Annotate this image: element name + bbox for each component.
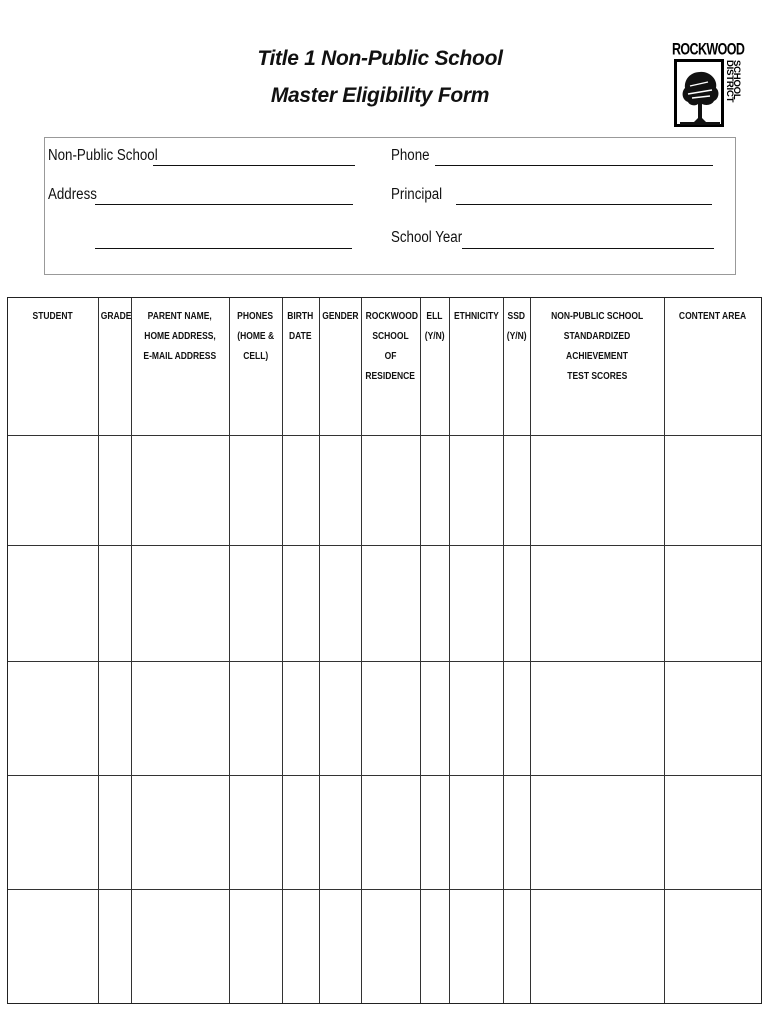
table-cell-grade[interactable] [98, 775, 131, 889]
table-cell-school-of-residence[interactable] [361, 435, 420, 545]
non-public-school-label: Non-Public School [48, 147, 158, 164]
table-cell-ethnicity[interactable] [449, 435, 503, 545]
form-title [230, 40, 530, 114]
table-cell-birth-date[interactable] [282, 661, 319, 775]
table-cell-grade[interactable] [98, 545, 131, 661]
table-cell-ethnicity[interactable] [449, 775, 503, 889]
principal-input-line[interactable] [456, 204, 712, 205]
table-cell-school-of-residence[interactable] [361, 545, 420, 661]
column-header-phones: PHONES (HOME & CELL) [237, 311, 274, 362]
table-cell-school-of-residence[interactable] [361, 889, 420, 1003]
table-cell-birth-date[interactable] [282, 435, 319, 545]
logo-name: ROCKWOOD [672, 40, 745, 59]
table-cell-ell[interactable] [420, 775, 449, 889]
address-input-line-1[interactable] [95, 204, 353, 205]
column-header-gender: GENDER [322, 311, 359, 322]
non-public-school-field [48, 147, 176, 165]
form-title-line-1: Title 1 Non-Public School [257, 47, 503, 70]
table-cell-test-scores[interactable] [530, 775, 664, 889]
principal-label: Principal [391, 186, 443, 203]
address-label: Address [48, 186, 97, 203]
column-header-birth-date: BIRTH DATE [287, 311, 314, 342]
table-cell-gender[interactable] [319, 775, 361, 889]
school-year-label: School Year [391, 229, 463, 246]
table-cell-test-scores[interactable] [530, 545, 664, 661]
table-cell-school-of-residence[interactable] [361, 775, 420, 889]
table-cell-content-area[interactable] [664, 435, 761, 545]
table-cell-student[interactable] [8, 545, 98, 661]
table-cell-gender[interactable] [319, 661, 361, 775]
table-cell-content-area[interactable] [664, 775, 761, 889]
table-cell-phones[interactable] [229, 889, 282, 1003]
table-cell-grade[interactable] [98, 661, 131, 775]
column-header-content-area: CONTENT AREA [678, 311, 747, 322]
table-cell-grade[interactable] [98, 435, 131, 545]
table-cell-ethnicity[interactable] [449, 545, 503, 661]
principal-field [391, 186, 450, 204]
table-cell-ell[interactable] [420, 661, 449, 775]
table-cell-content-area[interactable] [664, 545, 761, 661]
table-cell-content-area[interactable] [664, 661, 761, 775]
table-cell-student[interactable] [8, 889, 98, 1003]
table-cell-student[interactable] [8, 435, 98, 545]
table-cell-student[interactable] [8, 661, 98, 775]
phone-input-line[interactable] [435, 165, 713, 166]
table-cell-ssd[interactable] [503, 545, 530, 661]
column-header-ell: ELL (Y/N) [424, 311, 445, 342]
table-cell-parent-info[interactable] [131, 545, 229, 661]
table-cell-phones[interactable] [229, 775, 282, 889]
table-cell-ethnicity[interactable] [449, 889, 503, 1003]
table-cell-ssd[interactable] [503, 775, 530, 889]
table-cell-birth-date[interactable] [282, 775, 319, 889]
table-cell-parent-info[interactable] [131, 435, 229, 545]
table-cell-student[interactable] [8, 775, 98, 889]
table-cell-gender[interactable] [319, 435, 361, 545]
column-header-grade: GRADE [100, 311, 132, 322]
table-cell-birth-date[interactable] [282, 889, 319, 1003]
table-cell-parent-info[interactable] [131, 661, 229, 775]
table-cell-test-scores[interactable] [530, 889, 664, 1003]
table-cell-phones[interactable] [229, 435, 282, 545]
column-header-ssd: SSD (Y/N) [506, 311, 527, 342]
school-info-box [44, 137, 736, 275]
table-cell-test-scores[interactable] [530, 435, 664, 545]
table-cell-ell[interactable] [420, 435, 449, 545]
school-year-field [391, 229, 474, 247]
table-cell-content-area[interactable] [664, 889, 761, 1003]
table-cell-gender[interactable] [319, 545, 361, 661]
table-cell-ethnicity[interactable] [449, 661, 503, 775]
table-cell-parent-info[interactable] [131, 889, 229, 1003]
tree-icon [678, 68, 722, 126]
table-cell-parent-info[interactable] [131, 775, 229, 889]
column-header-test-scores: NON-PUBLIC SCHOOL STANDARDIZED ACHIEVEMENT TEST SCORES [550, 311, 644, 382]
table-cell-school-of-residence[interactable] [361, 661, 420, 775]
address-input-line-2[interactable] [95, 248, 352, 249]
table-cell-ell[interactable] [420, 889, 449, 1003]
address-field [48, 186, 105, 204]
table-cell-ssd[interactable] [503, 661, 530, 775]
table-cell-test-scores[interactable] [530, 661, 664, 775]
logo-side-text: SCHOOL DISTRICT [724, 60, 742, 103]
table-cell-gender[interactable] [319, 889, 361, 1003]
column-header-ethnicity: ETHNICITY [453, 311, 499, 322]
column-header-parent-info: PARENT NAME, HOME ADDRESS, E-MAIL ADDRESS [143, 311, 217, 362]
column-header-school-of-residence: ROCKWOOD SCHOOL OF RESIDENCE [365, 311, 419, 382]
table-cell-phones[interactable] [229, 545, 282, 661]
table-cell-ssd[interactable] [503, 435, 530, 545]
table-cell-ssd[interactable] [503, 889, 530, 1003]
eligibility-table [7, 297, 762, 1004]
column-header-student: STUDENT [32, 311, 74, 322]
table-cell-birth-date[interactable] [282, 545, 319, 661]
table-cell-ell[interactable] [420, 545, 449, 661]
form-title-line-2: Master Eligibility Form [270, 84, 490, 107]
table-cell-phones[interactable] [229, 661, 282, 775]
non-public-school-input-line[interactable] [153, 165, 355, 166]
district-logo [672, 40, 745, 132]
table-cell-grade[interactable] [98, 889, 131, 1003]
phone-label: Phone [391, 147, 430, 164]
school-year-input-line[interactable] [462, 248, 714, 249]
phone-field [391, 147, 436, 165]
